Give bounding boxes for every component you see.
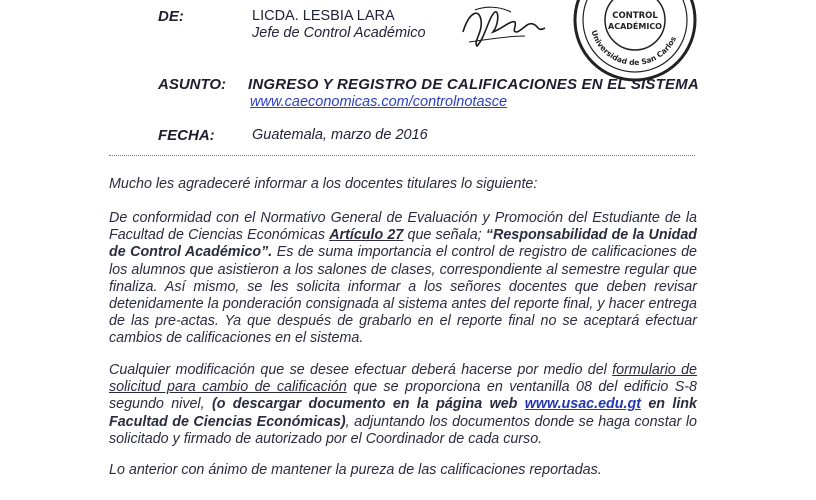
responsibility-quote: “Responsabilidad de la Unidad de Control Académico”. xyxy=(109,227,698,261)
seal-center-line2: ACADÉMICO xyxy=(608,22,662,31)
date-label: FECHA: xyxy=(158,127,215,144)
subject-text: INGRESO Y REGISTRO DE CALIFICACIONES EN EL SISTEMA xyxy=(248,76,699,93)
paragraph-modificacion xyxy=(109,362,697,448)
p3-text-a: Cualquier modificación que se desee efectuar deberá hacerse por medio del xyxy=(109,362,613,378)
p2-text-a: De conformidad con el Normativo General de Evaluación y Promoción del Estudiante de la Facultad de Ciencias Económicas xyxy=(109,210,697,244)
usac-link[interactable]: www.usac.edu.gt xyxy=(524,396,641,413)
seal-center-line1: CONTROL xyxy=(612,11,658,21)
paragraph-normativo xyxy=(109,210,697,348)
intro-paragraph: Mucho les agradeceré informar a los docentes titulares lo siguiente: xyxy=(109,176,538,192)
handwritten-signature xyxy=(455,2,555,50)
p3-text-c: , adjuntando los documentos donde se haga constar lo solicitado y firmado de autorizado por el Coordinador de cada curso. xyxy=(109,413,697,447)
from-name: LICDA. LESBIA LARA xyxy=(252,8,395,24)
p2-text-b: que señala; xyxy=(403,227,486,244)
p2-text-c: Es de suma importancia el control de registro de calificaciones de los alumnos que asistieron a los salones de clases, correspondiente al semestre regular que finaliza. Así mismo, se les solicita informar a los señores docentes que deben revisar detenidamente la ponderación consignada al sistema antes del reporte final, y hacer entrega de las pre-actas. Ya que después de grabarlo en el reporte final no se aceptará efectuar cambios de calificaciones en el sistema. xyxy=(109,244,697,347)
from-title: Jefe de Control Académico xyxy=(252,25,426,41)
closing-paragraph: Lo anterior con ánimo de mantener la pureza de las calificaciones reportadas. xyxy=(109,462,602,478)
p3-bold-b: en link Facultad de Ciencias Económicas) xyxy=(109,396,697,430)
subject-link[interactable]: www.caeconomicas.com/controlnotasce xyxy=(250,94,508,110)
subject-label: ASUNTO: xyxy=(158,76,227,93)
official-seal xyxy=(570,0,700,85)
from-label: DE: xyxy=(158,8,184,25)
form-reference: formulario de solicitud para cambio de calificación xyxy=(109,362,698,396)
seal-ring-text: Universidad de San Carlos xyxy=(589,28,679,68)
date-text: Guatemala, marzo de 2016 xyxy=(252,127,428,143)
article-reference: Artículo 27 xyxy=(329,227,404,244)
p3-text-b: que se proporciona en ventanilla 08 del edificio S-8 segundo nivel, xyxy=(109,379,698,413)
header-divider xyxy=(109,155,695,156)
p3-bold-a: (o descargar documento en la página web xyxy=(211,396,525,413)
